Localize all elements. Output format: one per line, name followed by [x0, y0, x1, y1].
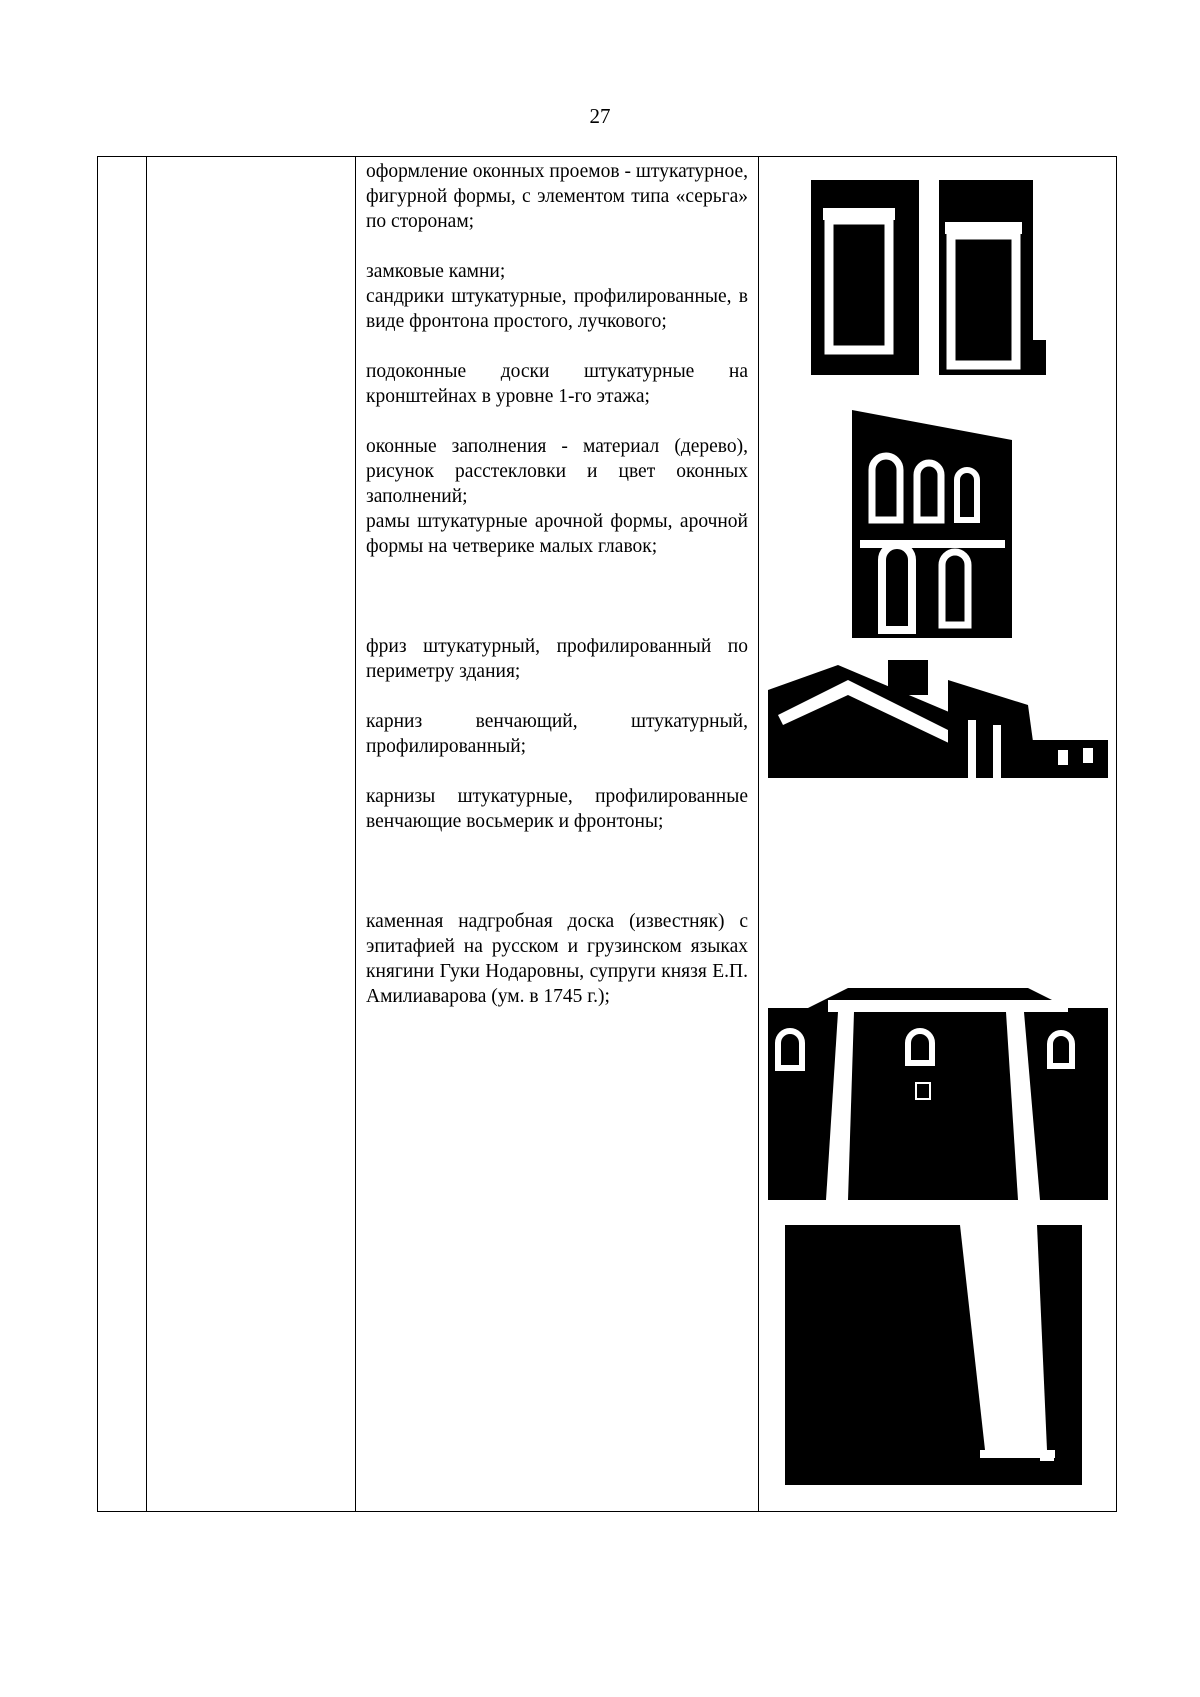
feature-item: замковые камни;: [366, 261, 506, 282]
feature-item: рамы штукатурные арочной формы, арочной формы на четверике малых главок;: [366, 511, 748, 557]
photo-portico: [768, 978, 1108, 1200]
photo-column-image: [785, 1225, 1082, 1485]
feature-item: карниз венчающий, штукатурный, профилированный;: [366, 711, 748, 757]
feature-item: оформление оконных проемов - штукатурное, фигурной формы, с элементом типа «серьга» по сторонам;: [366, 161, 748, 232]
feature-item: каменная надгробная доска (известняк) с эпитафией на русском и грузинском языках княгини Гуки Нодаровны, супруги князя Е.П. Амилиаварова (ум. в 1745 г.);: [366, 911, 748, 1007]
photo-cornice: [768, 660, 1108, 778]
photo-arched-windows-image: [852, 400, 1012, 638]
photo-portico-image: [768, 978, 1108, 1200]
photo-windows: [811, 180, 1046, 375]
page-number: 27: [589, 104, 611, 128]
photo-arched-windows: [852, 400, 1012, 638]
photo-column: [785, 1225, 1082, 1485]
column-divider-1: [146, 157, 147, 1511]
feature-item: сандрики штукатурные, профилированные, в виде фронтона простого, лучкового;: [366, 286, 748, 332]
feature-item: оконные заполнения - материал (дерево), рисунок расстекловки и цвет оконных заполнений;: [366, 436, 748, 507]
photo-windows-image: [811, 180, 1046, 375]
feature-item: фриз штукатурный, профилированный по периметру здания;: [366, 636, 748, 682]
column-divider-3: [758, 157, 759, 1511]
photo-cornice-image: [768, 660, 1108, 778]
features-text-column: [366, 159, 748, 1009]
feature-item: карнизы штукатурные, профилированные венчающие восьмерик и фронтоны;: [366, 786, 748, 832]
feature-item: подоконные доски штукатурные на кронштейнах в уровне 1-го этажа;: [366, 361, 748, 407]
column-divider-2: [355, 157, 356, 1511]
